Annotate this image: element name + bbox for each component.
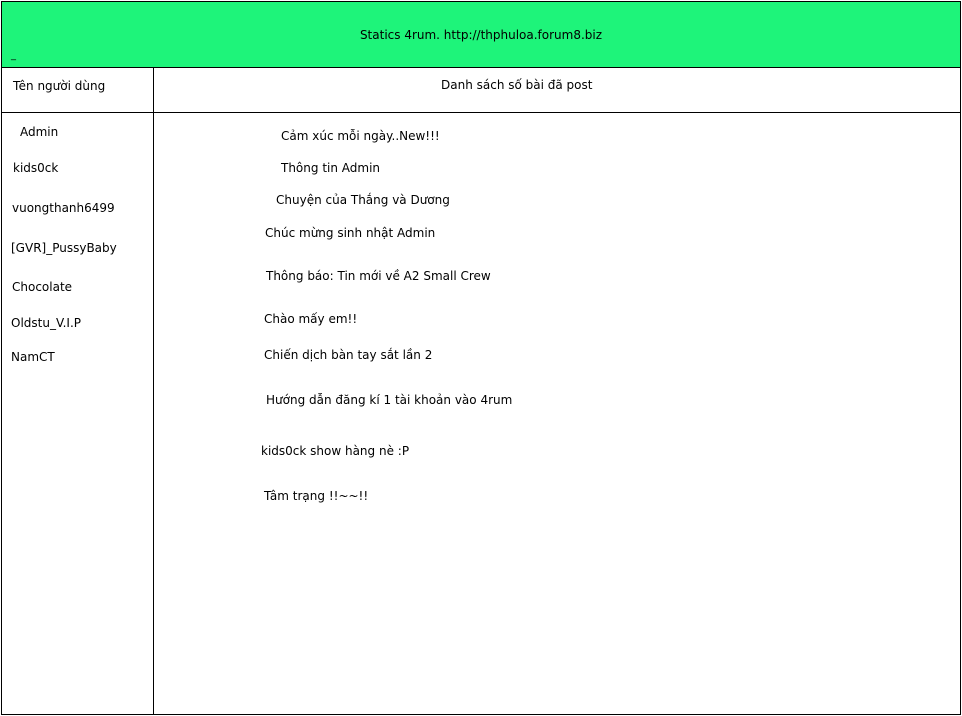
user-name: [GVR]_PussyBaby — [11, 241, 117, 255]
user-name: vuongthanh6499 — [12, 201, 115, 215]
user-column-header: Tên người dùng — [13, 79, 106, 93]
post-title: Chuyện của Thắng và Dương — [276, 193, 450, 207]
post-title: kids0ck show hàng nè :P — [261, 444, 410, 458]
user-name: Admin — [20, 125, 59, 139]
posts-column-header: Danh sách số bài đã post — [441, 78, 593, 92]
post-title: Chiến dịch bàn tay sắt lần 2 — [264, 348, 433, 362]
banner-title: Statics 4rum. http://thphuloa.forum8.biz — [359, 28, 603, 42]
statistics-table — [1, 1, 961, 715]
user-name: NamCT — [11, 350, 55, 364]
user-name: Oldstu_V.I.P — [11, 316, 82, 330]
post-title: Chào mấy em!! — [264, 312, 358, 326]
post-title: Tâm trạng !!~~!! — [264, 489, 369, 503]
post-title: Thông tin Admin — [281, 161, 381, 175]
user-name: Chocolate — [12, 280, 73, 294]
user-name: kids0ck — [13, 161, 59, 175]
column-divider — [153, 68, 154, 714]
post-title: Thông báo: Tin mới về A2 Small Crew — [266, 269, 491, 283]
banner-mark: _ — [11, 50, 16, 61]
header-banner — [2, 2, 960, 68]
post-title: Cảm xúc mỗi ngày..New!!! — [281, 129, 440, 143]
post-title: Hướng dẫn đăng kí 1 tài khoản vào 4rum — [266, 393, 513, 407]
post-title: Chúc mừng sinh nhật Admin — [265, 226, 436, 240]
header-divider — [2, 112, 960, 113]
